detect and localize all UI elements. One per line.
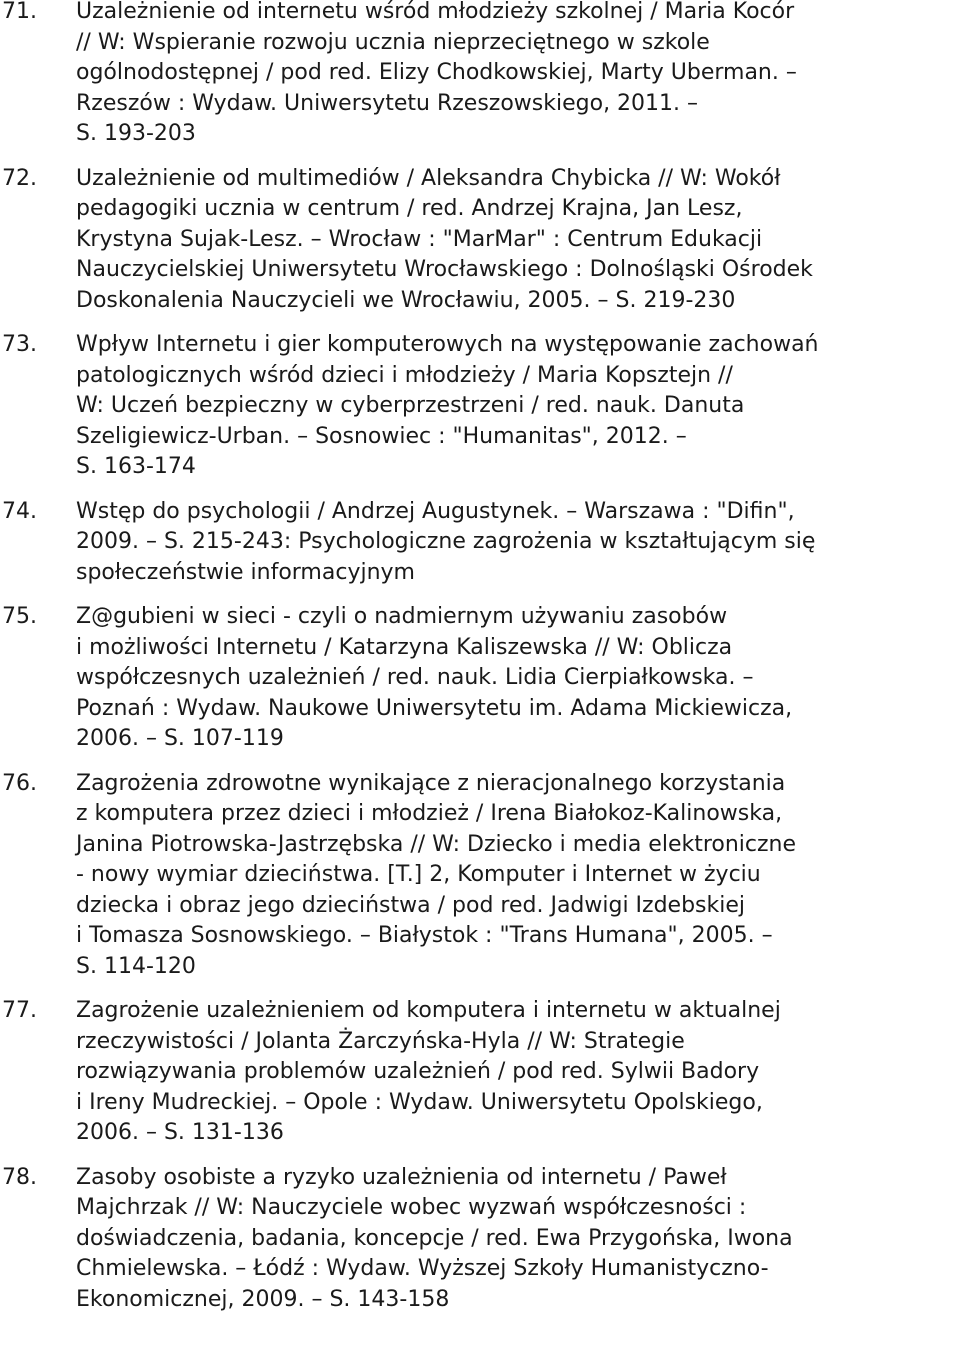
entry-number: 76. bbox=[2, 770, 37, 796]
bibliography-entry-77 bbox=[0, 996, 960, 1149]
bibliography-entry-72 bbox=[0, 164, 960, 317]
bibliography-entry-74 bbox=[0, 497, 960, 589]
entry-text: Zagrożenie uzależnieniem od komputera i internetu w aktualnej rzeczywistości / Jolanta Żarczyńska-Hyla // W: Strategie rozwiązywania problemów uzależnień / pod red. Sylwii Badory i Ireny Mudreckiej. – Opole : Wydaw. Uniwersytetu Opolskiego, 2006. – S. 131-136 bbox=[76, 998, 781, 1145]
entry-number: 77. bbox=[2, 998, 37, 1023]
entry-text: Z@gubieni w sieci - czyli o nadmiernym używaniu zasobów i możliwości Internetu / Katarzyna Kaliszewska // W: Oblicza współczesnych uzależnień / red. nauk. Lidia Cierpiałkowska. – Poznań : Wydaw. Naukowe Uniwersytetu im. Adama Mickiewicza, 2006. – S. 107-119 bbox=[76, 604, 793, 751]
entry-number: 71. bbox=[2, 0, 37, 24]
entry-number: 78. bbox=[2, 1164, 37, 1190]
entry-number: 75. bbox=[2, 604, 37, 629]
entry-text: Zasoby osobiste a ryzyko uzależnienia od internetu / Paweł Majchrzak // W: Nauczyciele wobec wyzwań współczesności : doświadczenia, badania, koncepcje / red. Ewa Przygońska, Iwona Chmielewska. – Łódź : Wydaw. Wyższej Szkoły Humanistyczno- Ekonomicznej, 2009. – S. 143-158 bbox=[76, 1164, 793, 1312]
entry-number: 74. bbox=[2, 498, 37, 524]
entry-text: Wpływ Internetu i gier komputerowych na występowanie zachowań patologicznych wśród dzieci i młodzieży / Maria Kopsztejn // W: Uczeń bezpieczny w cyberprzestrzeni / red. nauk. Danuta Szeligiewicz-Urban. – Sosnowiec : "Humanitas", 2012. – S. 163-174 bbox=[76, 332, 819, 479]
bibliography-entry-73 bbox=[0, 330, 960, 483]
bibliography-entry-76 bbox=[0, 769, 960, 983]
entry-number: 73. bbox=[2, 332, 37, 357]
entry-number: 72. bbox=[2, 165, 37, 191]
entry-text: Zagrożenia zdrowotne wynikające z nieracjonalnego korzystania z komputera przez dzieci i młodzież / Irena Białokoz-Kalinowska, Janina Piotrowska-Jastrzębska // W: Dziecko i media elektroniczne - nowy wymiar dzieciństwa. [T.] 2, Komputer i Internet w życiu dziecka i obraz jego dzieciństwa / pod red. Jadwigi Izdebskiej i Tomasza Sosnowskiego. – Białystok : "Trans Humana", 2005. – S. 114-120 bbox=[76, 770, 797, 979]
entry-text: Uzależnienie od internetu wśród młodzieży szkolnej / Maria Kocór // W: Wspieranie rozwoju ucznia nieprzeciętnego w szkole ogólnodostępnej / pod red. Elizy Chodkowskiej, Marty Uberman. – Rzeszów : Wydaw. Uniwersytetu Rzeszowskiego, 2011. – S. 193-203 bbox=[76, 0, 797, 146]
bibliography-entry-78 bbox=[0, 1163, 960, 1316]
bibliography-entry-71 bbox=[0, 0, 960, 150]
entry-text: Wstęp do psychologii / Andrzej Augustynek. – Warszawa : "Difin", 2009. – S. 215-243: Psychologiczne zagrożenia w kształtującym się społeczeństwie informacyjnym bbox=[76, 498, 816, 585]
entry-text: Uzależnienie od multimediów / Aleksandra Chybicka // W: Wokół pedagogiki ucznia w centrum / red. Andrzej Krajna, Jan Lesz, Krystyna Sujak-Lesz. – Wrocław : "MarMar" : Centrum Edukacji Nauczycielskiej Uniwersytetu Wrocławskiego : Dolnośląski Ośrodek Doskonalenia Nauczycieli we Wrocławiu, 2005. – S. 219-230 bbox=[76, 165, 813, 313]
bibliography-entry-75 bbox=[0, 602, 960, 755]
